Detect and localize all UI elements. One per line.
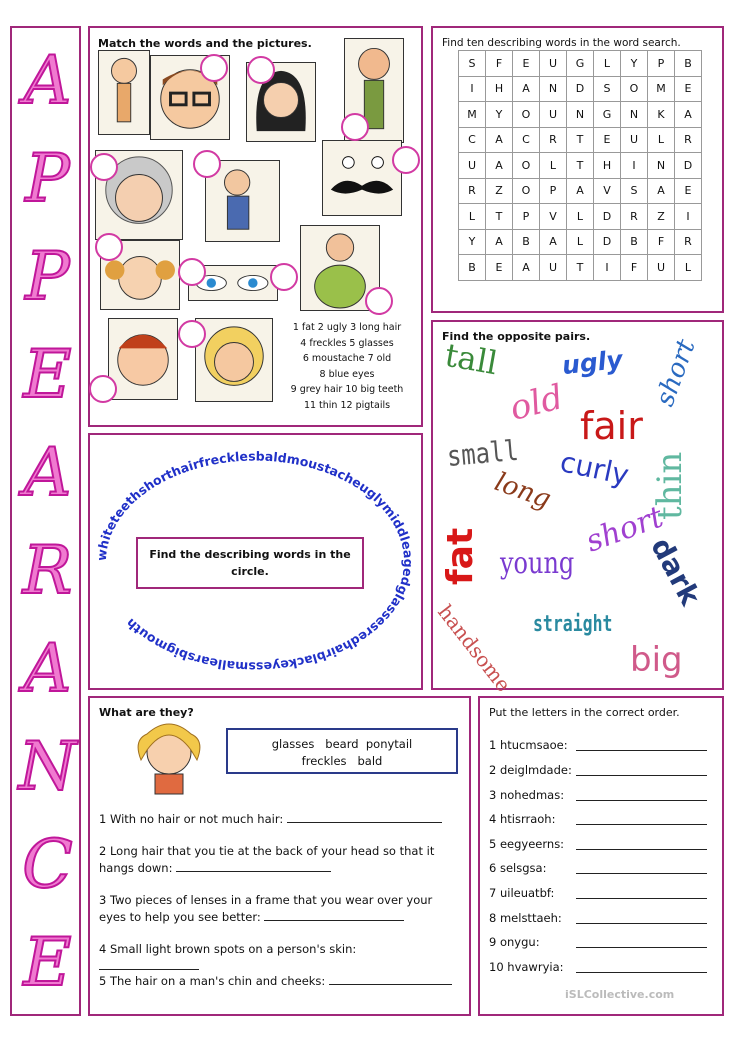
- wordsearch-cell[interactable]: N: [621, 102, 648, 128]
- answer-circle[interactable]: [341, 113, 369, 141]
- title-letter: P: [25, 238, 70, 315]
- wordsearch-cell[interactable]: U: [621, 127, 648, 153]
- wordsearch-cell[interactable]: U: [648, 255, 675, 281]
- unscramble-item: 8 melsttaeh:: [489, 911, 562, 925]
- wordsearch-cell[interactable]: L: [567, 204, 594, 230]
- opposite-word: small: [445, 433, 520, 473]
- answer-line[interactable]: [576, 873, 707, 874]
- unscramble-item: 10 hvawryia:: [489, 960, 564, 974]
- wordsearch-cell[interactable]: D: [594, 204, 621, 230]
- ring-text: whiteteethshorthairfrecklesbaldmoustacheuglymiddleagedglassesredhairblackeyessmallearsbigmouth: [93, 448, 417, 675]
- wordsearch-cell[interactable]: D: [675, 153, 702, 179]
- wordsearch-cell[interactable]: Y: [621, 51, 648, 77]
- wordsearch-cell[interactable]: P: [540, 178, 567, 204]
- wordsearch-cell[interactable]: C: [513, 127, 540, 153]
- wordsearch-cell[interactable]: L: [540, 153, 567, 179]
- wordsearch-cell[interactable]: O: [513, 153, 540, 179]
- answer-blank[interactable]: [176, 871, 331, 872]
- wordsearch-cell[interactable]: R: [540, 127, 567, 153]
- word-bank-line: freckles bald: [301, 754, 383, 768]
- wordsearch-row: [459, 255, 702, 281]
- wordsearch-cell[interactable]: Y: [459, 229, 486, 255]
- wordsearch-cell[interactable]: L: [567, 229, 594, 255]
- circle-instruction: Find the describing words in the circle.: [136, 537, 364, 589]
- title-letter: C: [22, 826, 73, 903]
- unscramble-item: 6 selsgsa:: [489, 861, 547, 875]
- question-text: 1 With no hair or not much hair:: [99, 812, 284, 826]
- wordsearch-cell[interactable]: A: [486, 229, 513, 255]
- match-heading: Match the words and the pictures.: [98, 37, 312, 50]
- wordsearch-cell[interactable]: E: [594, 127, 621, 153]
- wordsearch-cell[interactable]: U: [540, 102, 567, 128]
- opposite-word: short: [581, 499, 668, 560]
- wordsearch-cell[interactable]: V: [594, 178, 621, 204]
- title-letter: N: [18, 728, 77, 805]
- answer-line[interactable]: [576, 750, 707, 751]
- wordsearch-cell[interactable]: O: [513, 102, 540, 128]
- wordsearch-cell[interactable]: U: [540, 51, 567, 77]
- unscramble-item: 9 onygu:: [489, 935, 540, 949]
- question-2: [99, 843, 459, 877]
- title-letter: E: [23, 336, 72, 413]
- wordsearch-cell[interactable]: I: [459, 76, 486, 102]
- answer-line[interactable]: [576, 775, 707, 776]
- wordsearch-cell[interactable]: V: [540, 204, 567, 230]
- unscramble-item: 3 nohedmas:: [489, 788, 565, 802]
- wordsearch-cell[interactable]: R: [621, 204, 648, 230]
- wordsearch-cell[interactable]: T: [567, 255, 594, 281]
- wordsearch-cell[interactable]: L: [648, 127, 675, 153]
- wordsearch-row: [459, 204, 702, 230]
- answer-line[interactable]: [576, 923, 707, 924]
- girl-picture: [125, 720, 213, 802]
- answer-line[interactable]: [576, 849, 707, 850]
- opposite-word: straight: [533, 612, 613, 637]
- opposite-word: thin: [650, 451, 690, 520]
- unscramble-item: 4 htisrraoh:: [489, 812, 556, 826]
- wordsearch-cell[interactable]: R: [675, 229, 702, 255]
- title-letter: A: [23, 42, 72, 119]
- opposite-word: dark: [644, 532, 708, 611]
- wordsearch-cell[interactable]: S: [459, 51, 486, 77]
- match-word-line: 9 grey hair 10 big teeth: [290, 384, 404, 395]
- wordsearch-cell[interactable]: I: [675, 204, 702, 230]
- answer-line[interactable]: [576, 947, 707, 948]
- question-5: [99, 973, 459, 990]
- wordsearch-cell[interactable]: O: [513, 178, 540, 204]
- question-text: 4 Small light brown spots on a person's skin:: [99, 942, 357, 956]
- unscramble-item: 1 htucmsaoe:: [489, 738, 568, 752]
- unscramble-item: 2 deiglmdade:: [489, 763, 572, 777]
- wordsearch-cell[interactable]: T: [486, 204, 513, 230]
- wordsearch-cell[interactable]: T: [567, 153, 594, 179]
- wordsearch-cell[interactable]: P: [648, 51, 675, 77]
- wordsearch-cell[interactable]: A: [486, 153, 513, 179]
- answer-circle[interactable]: [90, 153, 118, 181]
- wordsearch-cell[interactable]: Y: [486, 102, 513, 128]
- title-strip: [10, 26, 81, 1016]
- opposite-word: tall: [442, 335, 501, 383]
- answer-circle[interactable]: [193, 150, 221, 178]
- title-letter: E: [23, 924, 72, 1001]
- word-bank-line: glasses beard ponytail: [271, 737, 413, 751]
- wordsearch-cell[interactable]: A: [513, 255, 540, 281]
- face-picture-moustache: [322, 140, 402, 216]
- match-word-line: 4 freckles 5 glasses: [300, 337, 394, 349]
- wordsearch-cell[interactable]: I: [621, 153, 648, 179]
- wordsearch-grid: [458, 50, 702, 281]
- unscramble-item: 7 uileuatbf:: [489, 886, 555, 900]
- title-letter: A: [23, 630, 72, 707]
- opposite-word: big: [630, 640, 683, 680]
- word-bank: [226, 728, 458, 774]
- wordsearch-row: [459, 76, 702, 102]
- answer-line[interactable]: [576, 972, 707, 973]
- opposite-word: long: [490, 467, 555, 515]
- answer-circle[interactable]: [247, 56, 275, 84]
- opposite-word: old: [505, 377, 568, 429]
- title-letter: P: [25, 140, 70, 217]
- wordsearch-cell[interactable]: H: [486, 76, 513, 102]
- wordsearch-cell[interactable]: G: [567, 51, 594, 77]
- answer-circle[interactable]: [89, 375, 117, 403]
- face-picture-thin-man: [98, 50, 150, 135]
- answer-circle[interactable]: [270, 263, 298, 291]
- answer-circle[interactable]: [95, 233, 123, 261]
- wordsearch-cell[interactable]: H: [594, 153, 621, 179]
- answer-blank[interactable]: [329, 984, 452, 985]
- opposite-word: fat: [440, 527, 481, 585]
- wordsearch-row: [459, 153, 702, 179]
- wordsearch-cell[interactable]: L: [459, 204, 486, 230]
- wordsearch-cell[interactable]: A: [486, 127, 513, 153]
- answer-circle[interactable]: [392, 146, 420, 174]
- wordsearch-cell[interactable]: B: [513, 229, 540, 255]
- wordsearch-cell[interactable]: E: [486, 255, 513, 281]
- wordsearch-cell[interactable]: N: [567, 102, 594, 128]
- match-word-line: 1 fat 2 ugly 3 long hair: [292, 322, 402, 333]
- question-text: hangs down:: [99, 861, 173, 875]
- wordsearch-cell[interactable]: O: [621, 76, 648, 102]
- opposite-word: young: [500, 546, 575, 581]
- opposites-heading: Find the opposite pairs.: [442, 330, 591, 343]
- wordsearch-cell[interactable]: E: [513, 51, 540, 77]
- title-letter: R: [22, 532, 73, 609]
- wordsearch-cell[interactable]: N: [648, 153, 675, 179]
- wordsearch-cell[interactable]: D: [567, 76, 594, 102]
- answer-blank[interactable]: [264, 920, 404, 921]
- wordsearch-cell[interactable]: D: [594, 229, 621, 255]
- wordsearch-cell[interactable]: U: [459, 153, 486, 179]
- wordsearch-cell[interactable]: M: [648, 76, 675, 102]
- wordsearch-cell[interactable]: L: [594, 51, 621, 77]
- wordsearch-cell[interactable]: N: [540, 76, 567, 102]
- wordsearch-cell[interactable]: E: [675, 76, 702, 102]
- question-text: 3 Two pieces of lenses in a frame that you wear over your: [99, 893, 433, 907]
- opposite-word: ugly: [560, 344, 624, 381]
- wordsearch-cell[interactable]: R: [675, 127, 702, 153]
- footer-watermark: iSLCollective.com: [565, 988, 675, 1001]
- wordsearch-cell[interactable]: B: [459, 255, 486, 281]
- wordsearch-row: [459, 229, 702, 255]
- wordsearch-cell[interactable]: A: [648, 178, 675, 204]
- question-4: [99, 941, 459, 975]
- match-word-line: 6 moustache 7 old: [302, 353, 392, 364]
- face-picture-freckles-boy: [108, 318, 178, 400]
- wordsearch-cell[interactable]: P: [513, 204, 540, 230]
- match-word-line: 11 thin 12 pigtails: [303, 399, 391, 411]
- wordsearch-cell[interactable]: R: [459, 178, 486, 204]
- answer-circle[interactable]: [365, 287, 393, 315]
- answer-blank[interactable]: [99, 969, 199, 970]
- face-picture-big-teeth-woman: [195, 318, 273, 402]
- answer-line[interactable]: [576, 898, 707, 899]
- question-1: [99, 811, 459, 828]
- wordsearch-cell[interactable]: T: [567, 127, 594, 153]
- question-3: [99, 892, 459, 926]
- wordsearch-cell[interactable]: F: [648, 229, 675, 255]
- wordsearch-cell[interactable]: S: [621, 178, 648, 204]
- wordsearch-cell[interactable]: A: [513, 76, 540, 102]
- opposite-word: short: [650, 335, 702, 411]
- wordsearch-cell[interactable]: A: [675, 102, 702, 128]
- match-word-list: [283, 320, 411, 413]
- match-word-line: 8 blue eyes: [319, 368, 375, 380]
- wordsearch-cell[interactable]: A: [567, 178, 594, 204]
- wordsearch-cell[interactable]: F: [486, 51, 513, 77]
- wordsearch-cell[interactable]: B: [621, 229, 648, 255]
- wordsearch-row: [459, 51, 702, 77]
- question-text: 2 Long hair that you tie at the back of your head so that it: [99, 844, 435, 858]
- wordsearch-row: [459, 127, 702, 153]
- wordsearch-cell[interactable]: U: [540, 255, 567, 281]
- answer-line[interactable]: [576, 824, 707, 825]
- wordsearch-cell[interactable]: F: [621, 255, 648, 281]
- wordsearch-cell[interactable]: Z: [648, 204, 675, 230]
- opposite-word: fair: [580, 404, 643, 448]
- wordsearch-cell[interactable]: E: [675, 178, 702, 204]
- wordsearch-row: [459, 178, 702, 204]
- opposite-word: handsome: [433, 600, 516, 697]
- unscramble-heading: Put the letters in the correct order.: [489, 706, 680, 719]
- wordsearch-cell[interactable]: B: [675, 51, 702, 77]
- answer-blank[interactable]: [287, 822, 442, 823]
- wordsearch-cell[interactable]: A: [540, 229, 567, 255]
- wordsearch-cell[interactable]: S: [594, 76, 621, 102]
- wordsearch-row: [459, 102, 702, 128]
- wordsearch-cell[interactable]: M: [459, 102, 486, 128]
- wordsearch-cell[interactable]: K: [648, 102, 675, 128]
- wordsearch-cell[interactable]: I: [594, 255, 621, 281]
- wordsearch-cell[interactable]: C: [459, 127, 486, 153]
- unscramble-item: 5 eegyeerns:: [489, 837, 565, 851]
- what-heading: What are they?: [99, 706, 194, 719]
- answer-circle[interactable]: [178, 258, 206, 286]
- title-letter: A: [23, 434, 72, 511]
- wordsearch-cell[interactable]: G: [594, 102, 621, 128]
- wordsearch-cell[interactable]: Z: [486, 178, 513, 204]
- answer-line[interactable]: [576, 800, 707, 801]
- opposite-word: curly: [557, 445, 632, 492]
- question-text: 5 The hair on a man's chin and cheeks:: [99, 974, 326, 988]
- wordsearch-cell[interactable]: L: [675, 255, 702, 281]
- wordsearch-heading: Find ten describing words in the word search.: [442, 37, 681, 49]
- question-text: eyes to help you see better:: [99, 910, 261, 924]
- answer-circle[interactable]: [200, 54, 228, 82]
- answer-circle[interactable]: [178, 320, 206, 348]
